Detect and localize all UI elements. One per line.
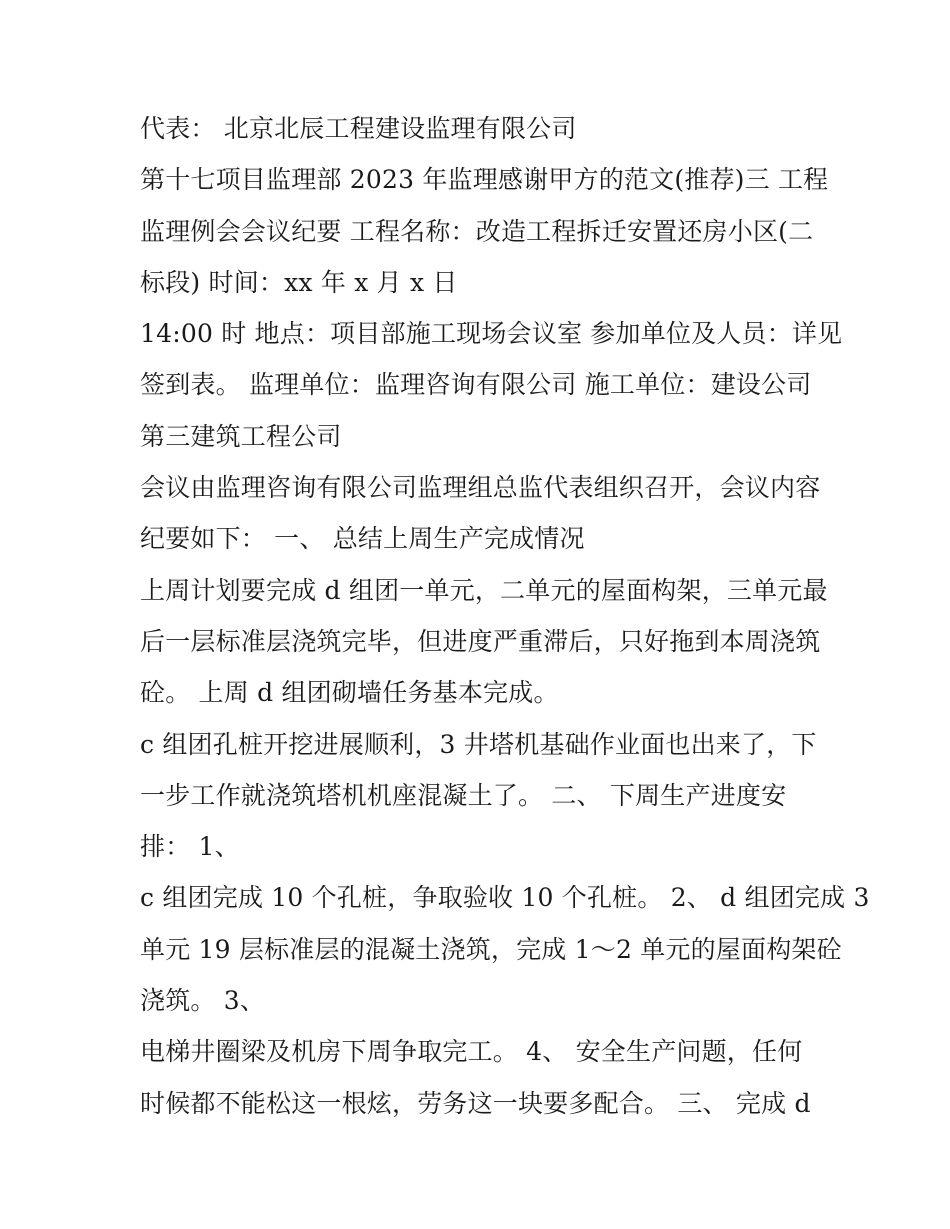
text-line: 会议由监理咨询有限公司监理组总监代表组织召开，会议内容 [140,473,821,503]
document-body [140,103,870,1129]
text-line: 纪要如下： 一、 总结上周生产完成情况 [140,524,585,554]
text-line: 一步工作就浇筑塔机机座混凝土了。 二、 下周生产进度安 [140,780,787,810]
text-line: 后一层标准层浇筑完毕，但进度严重滞后，只好拖到本周浇筑 [140,626,821,656]
text-line: 浇筑。 3、 [140,986,266,1016]
text-line: c 组团完成 10 个孔桩，争取验收 10 个孔桩。 2、 d 组团完成 3 [140,883,870,913]
text-line: 监理例会会议纪要 工程名称：改造工程拆迁安置还房小区(二 [140,216,814,246]
text-line: 单元 19 层标准层的混凝土浇筑，完成 1～2 单元的屋面构架砼 [140,934,842,964]
text-line: 砼。 上周 d 组团砌墙任务基本完成。 [140,678,559,708]
text-line: 排： 1、 [140,832,240,862]
text-line: 电梯井圈梁及机房下周争取完工。 4、 安全生产问题，任何 [140,1037,803,1067]
text-line: 第三建筑工程公司 [140,421,342,451]
text-line: 时候都不能松这一根炫，劳务这一块要多配合。 三、 完成 d [140,1088,811,1118]
text-line: 标段) 时间：xx 年 x 月 x 日 [140,267,458,297]
text-line: 上周计划要完成 d 组团一单元，二单元的屋面构架，三单元最 [140,575,828,605]
text-line: 第十七项目监理部 2023 年监理感谢甲方的范文(推荐)三 工程 [140,165,829,195]
text-line: 代表： 北京北辰工程建设监理有限公司 [140,114,577,143]
text-line: 签到表。 监理单位：监理咨询有限公司 施工单位：建设公司 [140,370,812,400]
text-line: c 组团孔桩开挖进展顺利，3 井塔机基础作业面也出来了，下 [140,729,817,759]
text-line: 14:00 时 地点：项目部施工现场会议室 参加单位及人员：详见 [140,319,843,349]
